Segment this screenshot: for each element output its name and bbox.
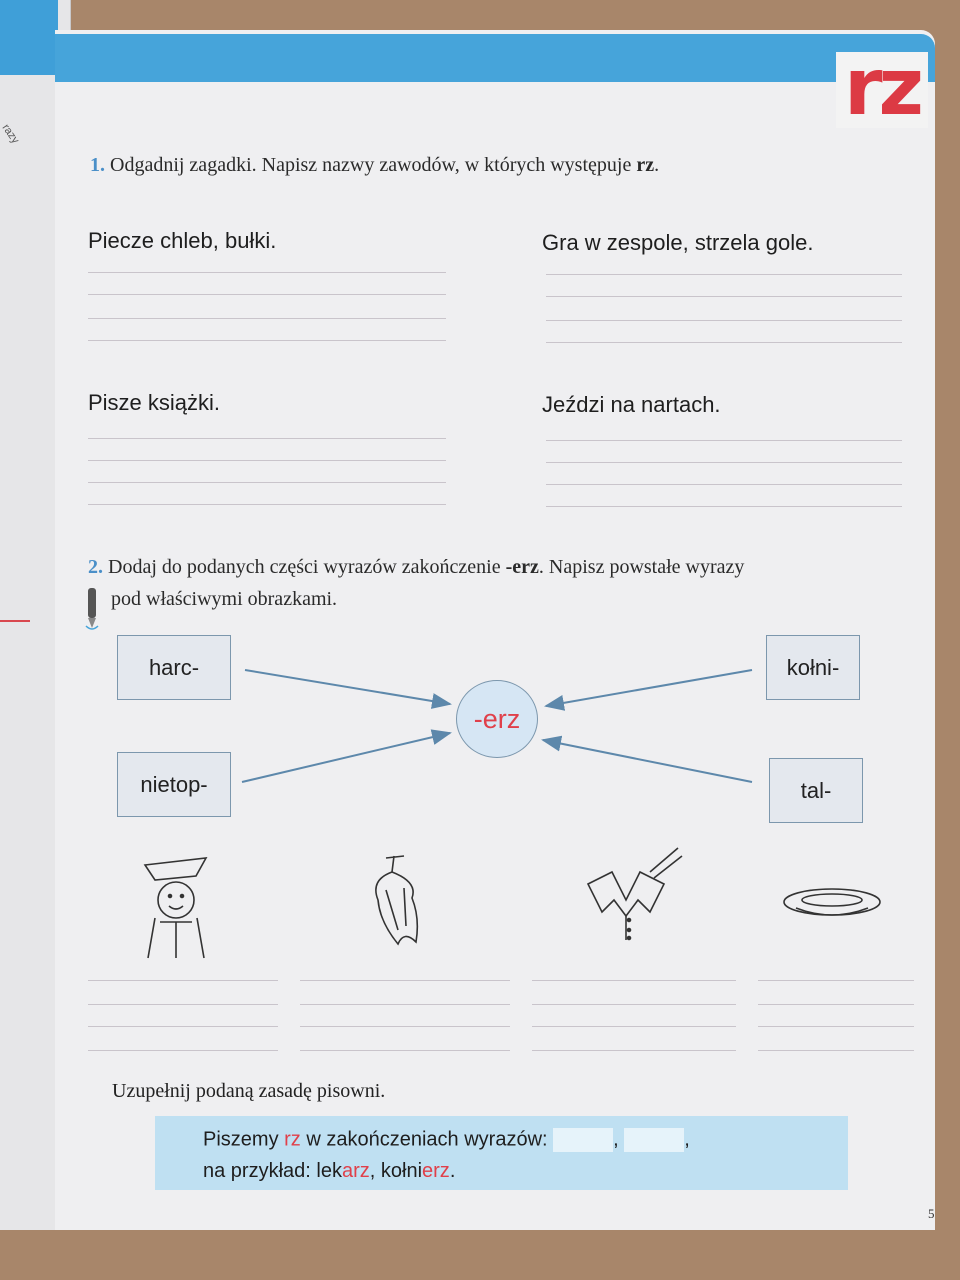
- task2-number: 2.: [88, 556, 103, 578]
- rule-line-1: [203, 1128, 690, 1152]
- scout-icon: [145, 858, 206, 958]
- rule-example-end: .: [449, 1160, 456, 1182]
- rule-text-rz: rz: [284, 1128, 301, 1151]
- word-part-harc: harc-: [117, 635, 231, 700]
- ending-circle: -erz: [456, 680, 538, 758]
- rule-blank-2[interactable]: [624, 1128, 684, 1152]
- riddle-2: Gra w zespole, strzela gole.: [542, 230, 814, 255]
- plate-icon: [784, 889, 880, 915]
- task2-instruction-text: Dodaj do podanych części wyrazów zakończenie: [108, 556, 501, 578]
- bat-icon: [376, 856, 417, 944]
- task2-instruction-line2: pod właściwymi obrazkami.: [111, 588, 338, 610]
- word-part-nietop: nietop-: [117, 752, 231, 817]
- collar-icon: [588, 848, 682, 940]
- rule-text-b: w zakończeniach wyrazów:: [300, 1128, 548, 1151]
- rule-blank-1[interactable]: [553, 1128, 613, 1152]
- rule-separator-1: ,: [613, 1128, 619, 1151]
- rule-example-b: , kołni: [369, 1160, 423, 1182]
- task1-number: 1.: [90, 154, 105, 176]
- rule-text-a: Piszemy: [203, 1128, 285, 1151]
- word-part-kolni: kołni-: [766, 635, 860, 700]
- rule-example-erz: erz: [422, 1160, 450, 1182]
- riddle-4: Jeździ na nartach.: [542, 392, 721, 417]
- rule-separator-2: ,: [684, 1128, 690, 1151]
- task1-instruction-bold: rz: [636, 154, 655, 176]
- rule-example-arz: arz: [341, 1160, 370, 1182]
- task1-instruction-text: Odgadnij zagadki. Napisz nazwy zawodów, w których występuje: [110, 154, 632, 176]
- task2-instruction-bold: -erz: [505, 556, 539, 578]
- rule-line-2: [203, 1160, 455, 1183]
- rule-instruction: Uzupełnij podaną zasadę pisowni.: [112, 1080, 386, 1102]
- task2-instruction-text-end: . Napisz powstałe wyrazy: [538, 556, 745, 578]
- page-number: 5: [928, 1206, 935, 1221]
- word-part-tal: tal-: [769, 758, 863, 823]
- left-page-edge-text: razy: [0, 122, 22, 146]
- rz-logo: rz: [836, 52, 928, 128]
- riddle-1: Piecze chleb, bułki.: [88, 228, 277, 253]
- riddle-3: Pisze książki.: [88, 390, 221, 415]
- rule-example-a: na przykład: lek: [203, 1160, 342, 1182]
- task1-instruction: 1. Odgadnij zagadki. Napisz nazwy zawodów, w których występuje rz.: [90, 154, 660, 176]
